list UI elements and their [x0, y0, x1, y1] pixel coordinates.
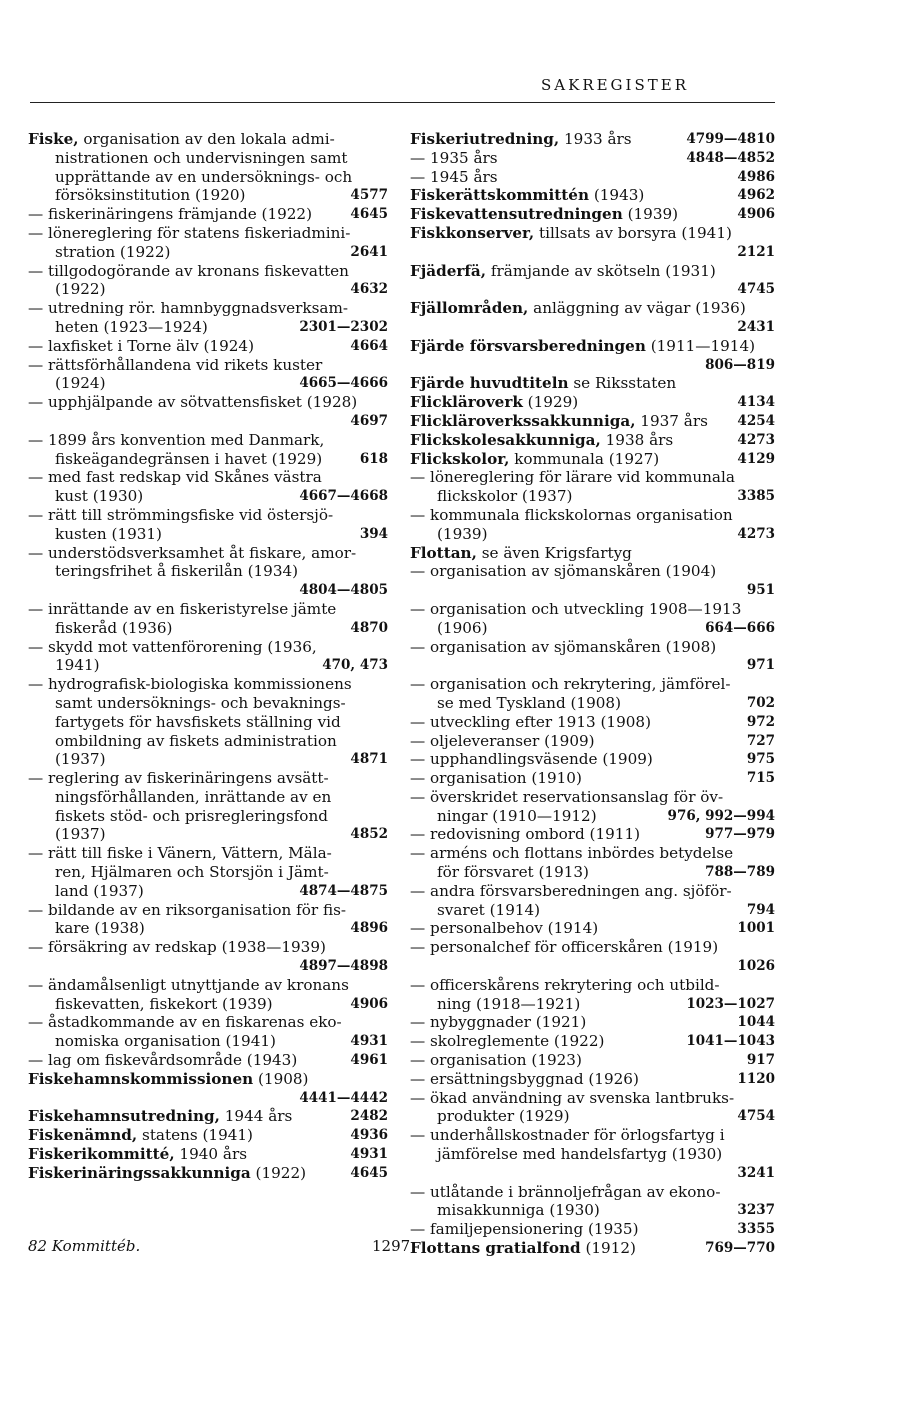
entry-line: — tillgodogörande av kronans fiskevatten	[28, 261, 349, 280]
entry-line: — kommunala flickskolornas organisation	[410, 505, 733, 524]
index-entry	[410, 1051, 775, 1070]
index-entry	[410, 130, 775, 149]
index-entry	[28, 844, 388, 900]
page-reference: 2482	[350, 1108, 388, 1125]
entry-text: kare (1938)	[55, 919, 145, 938]
entry-text: — redovisning ombord (1911)	[410, 825, 641, 844]
entry-text: stration (1922)	[55, 242, 171, 261]
page-reference: 4936	[350, 1127, 388, 1144]
page-reference: 1001	[737, 920, 775, 937]
entry-line: — utredning rör. hamnbyggnadsverksam-	[28, 299, 349, 318]
page-reference: 3237	[737, 1202, 775, 1219]
index-entry	[28, 299, 388, 337]
entry-text: land (1937)	[55, 881, 144, 900]
index-entry	[410, 769, 775, 788]
page-reference: 4273	[737, 525, 775, 542]
entry-line: — ändamålsenligt utnyttjande av kronans	[28, 975, 349, 994]
page-reference: 4804—4805	[299, 582, 388, 599]
index-entry	[410, 750, 775, 769]
entry-text: Fiskehamnsutredning, 1944 års	[28, 1107, 293, 1126]
entry-text: fiskeråd (1936)	[55, 618, 173, 637]
index-entry	[410, 562, 775, 600]
index-entry	[28, 1051, 388, 1070]
entry-text: svaret (1914)	[437, 900, 541, 919]
entry-line: — reglering av fiskerinäringens avsätt-	[28, 769, 329, 788]
index-entry	[410, 205, 775, 224]
index-entry	[410, 337, 775, 375]
entry-line: Fjärde huvudtiteln se Riksstaten	[410, 374, 677, 393]
entry-text: Fiskenämnd, statens (1941)	[28, 1126, 253, 1145]
page-reference: 4441—4442	[299, 1089, 388, 1106]
entry-text: 1941)	[55, 656, 100, 675]
entry-line: — ökad användning av svenska lantbruks-	[410, 1088, 735, 1107]
entry-text: fiskevatten, fiskekort (1939)	[55, 994, 273, 1013]
index-entry	[28, 901, 388, 939]
entry-text: (1937)	[55, 825, 106, 844]
entry-text: för försvaret (1913)	[437, 863, 589, 882]
entry-text: — organisation (1923)	[410, 1051, 582, 1070]
entry-line: — organisation och utveckling 1908—1913	[410, 599, 742, 618]
entry-line: — skydd mot vattenförorening (1936,	[28, 637, 317, 656]
page-reference: 917	[746, 1052, 775, 1069]
entry-line: — med fast redskap vid Skånes västra	[28, 468, 322, 487]
entry-text: flickskolor (1937)	[437, 487, 573, 506]
page-reference: 4896	[350, 920, 388, 937]
index-entry	[410, 1239, 775, 1258]
entry-line: — underhållskostnader för örlogsfartyg i	[410, 1126, 725, 1145]
entry-text: — utveckling efter 1913 (1908)	[410, 712, 651, 731]
index-entry	[28, 468, 388, 506]
page-reference: 4799—4810	[686, 131, 775, 147]
index-entry	[410, 224, 775, 262]
index-entry	[28, 393, 388, 431]
index-entry	[410, 374, 775, 393]
index-entry	[410, 938, 775, 976]
page-reference: 3241	[737, 1164, 775, 1181]
entry-line: — lönereglering för lärare vid kommunala	[410, 468, 735, 487]
entry-text: — fiskerinäringens främjande (1922)	[28, 205, 313, 224]
entry-text: Flickläroverk (1929)	[410, 393, 579, 412]
page-reference: 4697	[350, 412, 388, 429]
index-entry	[410, 976, 775, 1014]
index-entry	[410, 1070, 775, 1089]
page-reference: 4667—4668	[299, 488, 388, 505]
entry-text: kust (1930)	[55, 487, 144, 506]
index-entry	[410, 168, 775, 187]
index-entry	[410, 788, 775, 826]
entry-text: heten (1923—1924)	[55, 317, 208, 336]
page-reference: 2641	[350, 243, 388, 260]
entry-text: — organisation (1910)	[410, 769, 582, 788]
page-reference: 971	[746, 657, 775, 674]
entry-line: — bildande av en riksorganisation för fis-	[28, 900, 347, 919]
index-entry	[28, 675, 388, 769]
page-reference: 715	[746, 770, 775, 787]
page-number: 1297	[372, 1237, 411, 1255]
entry-text: — nybyggnader (1921)	[410, 1013, 587, 1032]
entry-text: (1906)	[437, 618, 488, 637]
page-reference: 769—770	[705, 1240, 775, 1257]
index-entry	[28, 638, 388, 676]
entry-line: Fjäderfä, främjande av skötseln (1931)	[410, 261, 716, 280]
entry-line: — åstadkommande av en fiskarenas eko-	[28, 1013, 342, 1032]
page-reference: 2121	[737, 243, 775, 260]
page-reference: 4962	[737, 187, 775, 204]
entry-line: ningsförhållanden, inrättande av en	[55, 787, 332, 806]
page-reference: 1041—1043	[686, 1033, 775, 1050]
index-entry	[28, 600, 388, 638]
page-reference: 788—789	[705, 864, 775, 881]
index-entry	[410, 262, 775, 300]
page-reference: 806—819	[705, 356, 775, 373]
page-reference: 664—666	[705, 619, 775, 636]
index-entry	[410, 544, 775, 563]
page-reference: 4961	[350, 1052, 388, 1069]
index-entry	[410, 506, 775, 544]
entry-line: — andra försvarsberedningen ang. sjöför-	[410, 881, 732, 900]
page-reference: 4577	[350, 187, 388, 204]
entry-text: — 1935 års	[410, 148, 498, 167]
entry-text: — lag om fiskevårdsområde (1943)	[28, 1051, 298, 1070]
index-entry	[410, 450, 775, 469]
entry-line: upprättande av en undersöknings- och	[55, 167, 353, 186]
entry-text: Flickskolesakkunniga, 1938 års	[410, 430, 674, 449]
page-reference: 4897—4898	[299, 958, 388, 975]
entry-text: Flickskolor, kommunala (1927)	[410, 449, 660, 468]
entry-line: — officerskårens rekrytering och utbild-	[410, 975, 720, 994]
page-reference: 951	[746, 582, 775, 599]
entry-line: Fiskehamnskommissionen (1908)	[28, 1069, 309, 1088]
right-column	[410, 130, 775, 1258]
page-reference: 4134	[737, 394, 775, 411]
index-entry	[410, 713, 775, 732]
index-entry	[28, 1126, 388, 1145]
page-reference: 1023—1027	[686, 995, 775, 1012]
entry-line: fartygets för havsfiskets ställning vid	[55, 712, 341, 731]
entry-text: misakkunniga (1930)	[437, 1201, 600, 1220]
page-reference: 4931	[350, 1033, 388, 1050]
entry-line: Fjällområden, anläggning av vägar (1936)	[410, 299, 746, 318]
page-reference: 2301—2302	[299, 318, 388, 335]
index-entry	[410, 600, 775, 638]
index-entry	[28, 1107, 388, 1126]
entry-text: Flickläroverkssakkunniga, 1937 års	[410, 411, 708, 430]
page-reference: 4745	[737, 281, 775, 298]
entry-text: Fiskevattensutredningen (1939)	[410, 205, 679, 224]
index-entry	[28, 506, 388, 544]
entry-text: — upphandlingsväsende (1909)	[410, 750, 653, 769]
page-reference: 4632	[350, 281, 388, 298]
entry-line: — arméns och flottans inbördes betydelse	[410, 844, 734, 863]
index-entry	[410, 919, 775, 938]
page-reference: 4852	[350, 826, 388, 843]
entry-text: Flottans gratialfond (1912)	[410, 1239, 636, 1258]
footer-note: 82 Kommittéb.	[28, 1237, 141, 1255]
entry-text: — oljeleveranser (1909)	[410, 731, 595, 750]
page-reference: 975	[746, 751, 775, 768]
entry-line: — organisation av sjömanskåren (1904)	[410, 562, 717, 581]
page-reference: 4273	[737, 431, 775, 448]
entry-line: teringsfrihet å fiskerilån (1934)	[55, 562, 299, 581]
page-reference: 3385	[737, 488, 775, 505]
index-entry	[28, 976, 388, 1014]
index-entry	[28, 205, 388, 224]
page-reference: 3355	[737, 1221, 775, 1238]
index-entry	[28, 224, 388, 262]
index-entry	[28, 356, 388, 394]
page-reference: 4129	[737, 450, 775, 467]
index-entry	[410, 1183, 775, 1221]
page-reference: 4874—4875	[299, 882, 388, 899]
entry-line: — organisation av sjömanskåren (1908)	[410, 637, 717, 656]
index-entry	[28, 1070, 388, 1108]
index-entry	[410, 149, 775, 168]
entry-line: — rättsförhållandena vid rikets kuster	[28, 355, 323, 374]
entry-line: ombildning av fiskets administration	[55, 731, 337, 750]
page-reference: 1026	[737, 958, 775, 975]
page-reference: 4645	[350, 206, 388, 223]
page-reference: 618	[359, 450, 388, 467]
page-reference: 4906	[350, 995, 388, 1012]
index-entry	[410, 825, 775, 844]
entry-line: Fiskkonserver, tillsats av borsyra (1941)	[410, 223, 732, 242]
entry-text: produkter (1929)	[437, 1107, 570, 1126]
entry-text: Fiskeriutredning, 1933 års	[410, 130, 632, 148]
entry-line: — rätt till fiske i Vänern, Vättern, Mäla-	[28, 844, 332, 863]
entry-text: ningar (1910—1912)	[437, 806, 597, 825]
entry-text: — personalbehov (1914)	[410, 919, 599, 938]
index-entry	[28, 262, 388, 300]
entry-line: — hydrografisk-biologiska kommissionens	[28, 675, 352, 694]
index-entry	[28, 769, 388, 844]
entry-text: se med Tyskland (1908)	[437, 693, 622, 712]
entry-line: — understödsverksamhet åt fiskare, amor-	[28, 543, 357, 562]
index-entry	[28, 130, 388, 205]
page-reference: 2431	[737, 318, 775, 335]
entry-line: Flottan, se även Krigsfartyg	[410, 543, 632, 562]
index-entry	[28, 544, 388, 600]
page-reference: 1044	[737, 1014, 775, 1031]
page-reference: 794	[746, 901, 775, 918]
index-entry	[28, 337, 388, 356]
index-entry	[410, 468, 775, 506]
index-entry	[28, 1164, 388, 1183]
page-reference: 4254	[737, 412, 775, 429]
entry-line: — 1899 års konvention med Danmark,	[28, 430, 325, 449]
entry-line: — rätt till strömmingsfiske vid östersjö-	[28, 505, 334, 524]
page-reference: 470, 473	[322, 657, 388, 674]
entry-line: — lönereglering för statens fiskeriadmini-	[28, 223, 351, 242]
entry-text: — skolreglemente (1922)	[410, 1032, 605, 1051]
entry-text: nomiska organisation (1941)	[55, 1032, 276, 1051]
entry-line: Fiske, organisation av den lokala admi-	[28, 130, 335, 148]
entry-line: jämförelse med handelsfartyg (1930)	[437, 1145, 723, 1164]
index-entry	[410, 1126, 775, 1182]
entry-text: Fiskerinäringssakkunniga (1922)	[28, 1163, 307, 1182]
page-reference: 4848—4852	[686, 149, 775, 166]
entry-text: — ersättningsbyggnad (1926)	[410, 1069, 639, 1088]
entry-text: — familjepensionering (1935)	[410, 1220, 639, 1239]
index-entry	[410, 1032, 775, 1051]
index-entry	[28, 1145, 388, 1164]
page-reference: 976, 992—994	[667, 807, 775, 824]
entry-text: fiskeägandegränsen i havet (1929)	[55, 449, 323, 468]
index-entry	[410, 675, 775, 713]
index-entry	[410, 882, 775, 920]
index-entry	[28, 1013, 388, 1051]
index-entry	[410, 431, 775, 450]
entry-line: nistrationen och undervisningen samt	[55, 148, 348, 167]
index-entry	[410, 393, 775, 412]
page-reference: 4664	[350, 337, 388, 354]
entry-text: (1939)	[437, 524, 488, 543]
page-reference: 4871	[350, 751, 388, 768]
entry-line: ren, Hjälmaren och Storsjön i Jämt-	[55, 863, 329, 882]
entry-text: (1924)	[55, 374, 106, 393]
index-entry	[410, 299, 775, 337]
index-entry	[410, 1089, 775, 1127]
index-entry	[410, 186, 775, 205]
entry-line: — inrättande av en fiskeristyrelse jämte	[28, 599, 337, 618]
entry-line: — organisation och rekrytering, jämförel-	[410, 675, 731, 694]
page-reference: 394	[359, 525, 388, 542]
page-reference: 4870	[350, 619, 388, 636]
index-entry	[410, 732, 775, 751]
header-rule	[30, 102, 775, 103]
page-reference: 702	[746, 694, 775, 711]
entry-text: (1922)	[55, 280, 106, 299]
index-entry	[410, 1220, 775, 1239]
page-reference: 4645	[350, 1164, 388, 1181]
entry-text: försöksinstitution (1920)	[55, 186, 246, 205]
entry-line: Fjärde försvarsberedningen (1911—1914)	[410, 336, 756, 355]
entry-line: samt undersöknings- och bevaknings-	[55, 693, 346, 712]
entry-text: ning (1918—1921)	[437, 994, 581, 1013]
index-entry	[410, 638, 775, 676]
entry-line: — personalchef för officerskåren (1919)	[410, 938, 719, 957]
page-reference: 727	[746, 732, 775, 749]
entry-text: (1937)	[55, 750, 106, 769]
entry-text: — laxfisket i Torne älv (1924)	[28, 336, 254, 355]
entry-line: fiskets stöd- och prisregleringsfond	[55, 806, 328, 825]
entry-text: Fiskerättskommittén (1943)	[410, 186, 645, 205]
index-entry	[28, 938, 388, 976]
entry-text: — 1945 års	[410, 167, 498, 186]
page-reference: 4754	[737, 1108, 775, 1125]
page-header: SAKREGISTER	[541, 76, 689, 94]
entry-line: — försäkring av redskap (1938—1939)	[28, 938, 326, 957]
entry-text: Fiskerikommitté, 1940 års	[28, 1145, 248, 1164]
page-reference: 4906	[737, 206, 775, 223]
index-entry	[410, 844, 775, 882]
entry-text: kusten (1931)	[55, 524, 162, 543]
page-reference: 4931	[350, 1146, 388, 1163]
index-entry	[410, 412, 775, 431]
index-entry	[28, 431, 388, 469]
page-reference: 977—979	[705, 826, 775, 843]
page-reference: 4665—4666	[299, 375, 388, 392]
entry-line: — utlåtande i brännoljefrågan av ekono-	[410, 1182, 721, 1201]
page-reference: 972	[746, 713, 775, 730]
page-reference: 1120	[737, 1070, 775, 1087]
left-column	[28, 130, 388, 1183]
entry-line: — överskridet reservationsanslag för öv-	[410, 787, 724, 806]
entry-line: — upphjälpande av sötvattensfisket (1928)	[28, 393, 358, 412]
index-entry	[410, 1013, 775, 1032]
page-reference: 4986	[737, 168, 775, 185]
